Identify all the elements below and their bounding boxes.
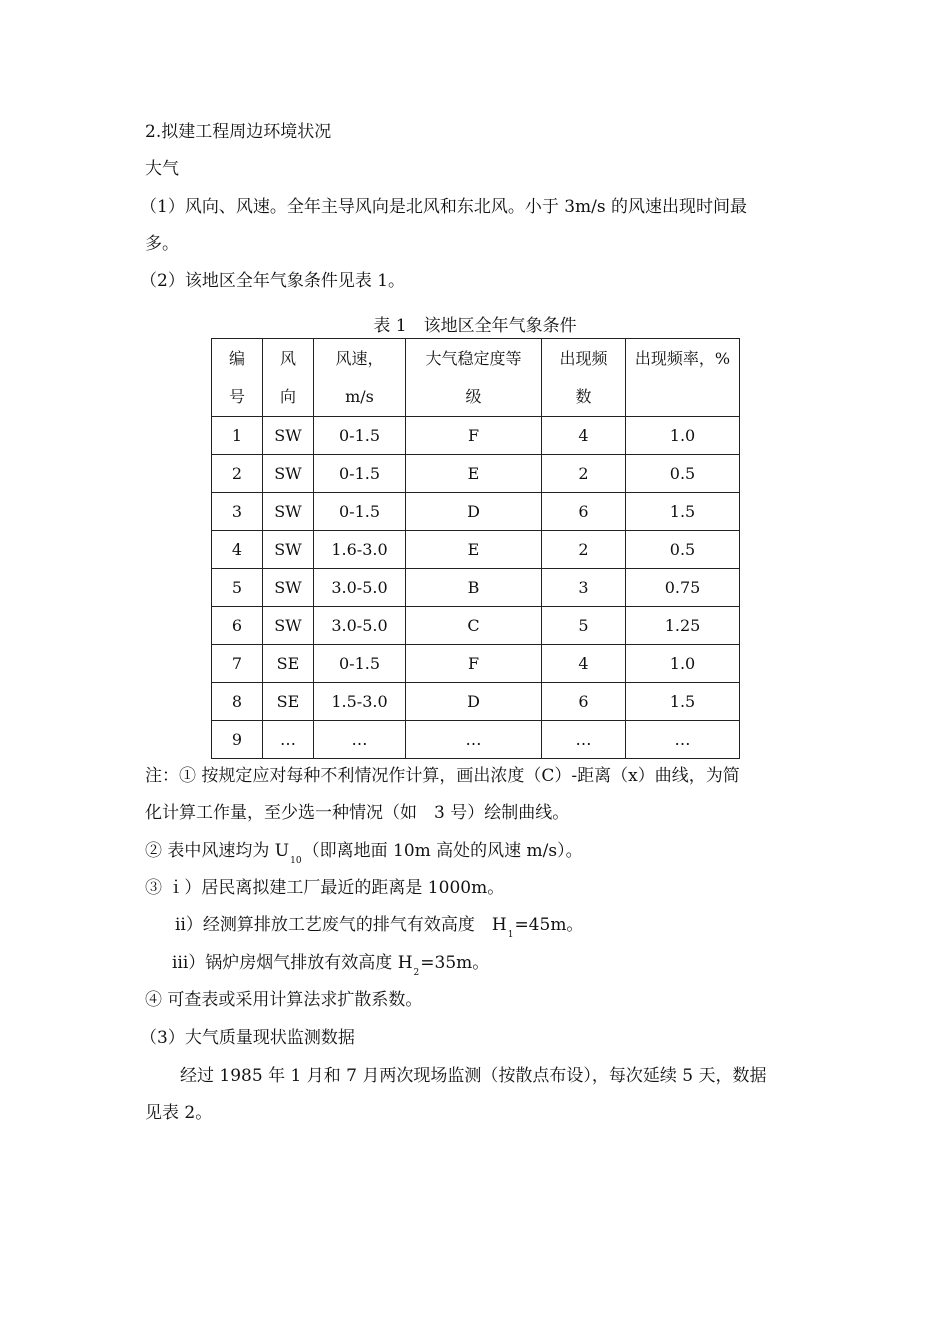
- note-4: ④ 可查表或采用计算法求扩散系数。: [145, 990, 423, 1010]
- table-header-cell: [212, 339, 263, 417]
- table-cell: 1.0: [626, 645, 740, 683]
- note-1-line2: 化计算工作量，至少选一种情况（如 3 号）绘制曲线。: [145, 803, 570, 823]
- table-cell: 3: [212, 493, 263, 531]
- table-cell: 0.5: [626, 531, 740, 569]
- table-row: [212, 683, 740, 721]
- table-row: [212, 721, 740, 759]
- paragraph-line2: 见表 2。: [145, 1103, 213, 1123]
- table-row: [212, 455, 740, 493]
- note-2: [145, 841, 583, 866]
- table-cell: 9: [212, 721, 263, 759]
- table1-caption: 表 1 该地区全年气象条件: [373, 316, 577, 336]
- table-header-text: 出现频: [559, 349, 608, 368]
- table-header-cell: [263, 339, 314, 417]
- table-row: [212, 531, 740, 569]
- table-cell: SW: [263, 569, 314, 607]
- table-header-cell: [542, 339, 626, 417]
- table-cell: 0-1.5: [314, 455, 406, 493]
- table-cell: 3: [542, 569, 626, 607]
- table-cell: 2: [542, 531, 626, 569]
- item1-line1: （1）风向、风速。全年主导风向是北风和东北风。小于 3m/s 的风速出现时间最: [140, 197, 748, 217]
- table-header-text: 级: [465, 387, 482, 406]
- table-cell: 0.5: [626, 455, 740, 493]
- table-cell: E: [406, 455, 542, 493]
- table-cell: SW: [263, 417, 314, 455]
- table-header-text: 号: [228, 387, 245, 406]
- note-1-line1: 注：① 按规定应对每种不利情况作计算，画出浓度（C）-距离（x）曲线，为简: [145, 766, 740, 786]
- table-cell: …: [406, 721, 542, 759]
- table-cell: 1.25: [626, 607, 740, 645]
- table-cell: 6: [212, 607, 263, 645]
- note-3-iii-subscript: 2: [413, 968, 420, 978]
- note-2-text: ② 表中风速均为 U: [145, 841, 290, 861]
- table-cell: 3.0-5.0: [314, 569, 406, 607]
- table-cell: 0.75: [626, 569, 740, 607]
- note-3-ii-subscript: 1: [507, 930, 514, 940]
- table-row: [212, 417, 740, 455]
- note-3-iii: [172, 953, 490, 978]
- table-cell: 0-1.5: [314, 417, 406, 455]
- table-cell: SW: [263, 531, 314, 569]
- table-header-text: m/s: [345, 387, 374, 406]
- weather-conditions-table: [211, 338, 740, 759]
- section-heading: 2.拟建工程周边环境状况: [145, 122, 332, 142]
- table-cell: F: [406, 417, 542, 455]
- table-header-text: 风速，: [335, 349, 384, 368]
- table-cell: 1.5: [626, 683, 740, 721]
- table-cell: 3.0-5.0: [314, 607, 406, 645]
- table-header-text: 风: [279, 349, 296, 368]
- table-cell: E: [406, 531, 542, 569]
- table-header-text: 大气稳定度等: [425, 349, 522, 368]
- note-3-ii: [175, 915, 584, 940]
- note-3-iii-text-tail: =35m。: [420, 953, 490, 973]
- table-cell: …: [314, 721, 406, 759]
- note-3-i: ③ ｉ）居民离拟建工厂最近的距离是 1000m。: [145, 878, 505, 898]
- table-cell: SE: [263, 645, 314, 683]
- table-cell: 0-1.5: [314, 493, 406, 531]
- item1-line2: 多。: [145, 234, 179, 254]
- table-cell: …: [542, 721, 626, 759]
- table-row: [212, 493, 740, 531]
- table-cell: 2: [542, 455, 626, 493]
- table-header-text: 编: [228, 349, 245, 368]
- table-row: [212, 645, 740, 683]
- table-cell: 2: [212, 455, 263, 493]
- table-cell: 7: [212, 645, 263, 683]
- table-cell: D: [406, 683, 542, 721]
- table-cell: D: [406, 493, 542, 531]
- table-cell: SW: [263, 607, 314, 645]
- table-cell: SW: [263, 455, 314, 493]
- note-3-iii-text: ⅲ）锅炉房烟气排放有效高度 H: [172, 953, 413, 973]
- table-cell: F: [406, 645, 542, 683]
- table-cell: 1.5: [626, 493, 740, 531]
- item2-text: （2）该地区全年气象条件见表 1。: [140, 271, 406, 291]
- table-cell: SE: [263, 683, 314, 721]
- note-3-ii-text: ⅱ）经测算排放工艺废气的排气有效高度 H: [175, 915, 507, 935]
- subsection-air: 大气: [145, 159, 179, 179]
- note-2-subscript: 10: [290, 856, 302, 866]
- table-cell: 1.0: [626, 417, 740, 455]
- table-cell: 0-1.5: [314, 645, 406, 683]
- table-header-cell: [406, 339, 542, 417]
- note-2-text-tail: （即离地面 10m 高处的风速 m/s）。: [302, 841, 583, 861]
- table-row: [212, 569, 740, 607]
- item3-text: （3）大气质量现状监测数据: [140, 1028, 355, 1048]
- table-cell: 4: [542, 645, 626, 683]
- table-cell: SW: [263, 493, 314, 531]
- table-cell: …: [626, 721, 740, 759]
- table-header-text: 数: [575, 387, 592, 406]
- table-cell: 5: [212, 569, 263, 607]
- table-cell: 1.5-3.0: [314, 683, 406, 721]
- table-cell: 4: [542, 417, 626, 455]
- table-header-cell: [626, 339, 740, 417]
- table-header-row: [212, 339, 740, 417]
- table-cell: 1: [212, 417, 263, 455]
- table-cell: 5: [542, 607, 626, 645]
- paragraph-line1: 经过 1985 年 1 月和 7 月两次现场监测（按散点布设），每次延续 5 天，数据: [180, 1066, 767, 1086]
- table-cell: B: [406, 569, 542, 607]
- table-cell: 6: [542, 683, 626, 721]
- table-header-text: 出现频率，%: [634, 349, 731, 368]
- table-header-cell: [314, 339, 406, 417]
- table-row: [212, 607, 740, 645]
- table-cell: 4: [212, 531, 263, 569]
- table-cell: 6: [542, 493, 626, 531]
- table-cell: C: [406, 607, 542, 645]
- table-cell: 1.6-3.0: [314, 531, 406, 569]
- table-header-text: 向: [279, 387, 296, 406]
- note-3-ii-text-tail: =45m。: [514, 915, 584, 935]
- table-cell: 8: [212, 683, 263, 721]
- table-cell: …: [263, 721, 314, 759]
